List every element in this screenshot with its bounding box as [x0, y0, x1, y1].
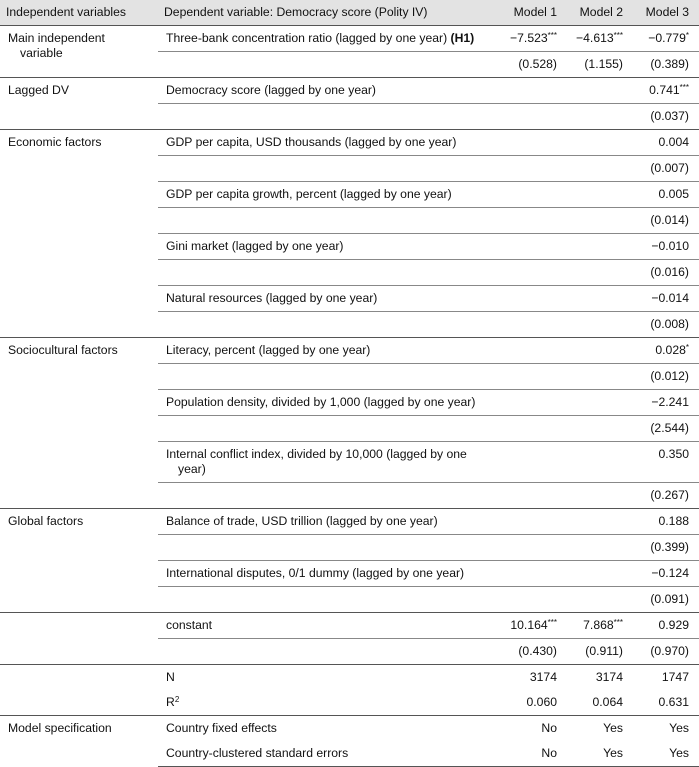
- var-label: Literacy, percent (lagged by one year): [158, 338, 497, 364]
- se-cell: (0.389): [633, 52, 699, 78]
- se-cell: (0.430): [497, 639, 567, 665]
- coef-cell: −0.779*: [648, 31, 689, 45]
- spec-cell: Yes: [633, 741, 699, 767]
- var-label: Democracy score (lagged by one year): [158, 78, 497, 104]
- se-cell: (0.091): [633, 587, 699, 613]
- table-row: [0, 716, 699, 742]
- hypothesis-tag: (H1): [450, 31, 475, 45]
- coef-cell: −0.014: [633, 286, 699, 312]
- stat-cell: 0.631: [658, 695, 689, 709]
- se-cell: (0.014): [633, 208, 699, 234]
- se-cell: (0.008): [633, 312, 699, 338]
- coef-cell: −2.241: [633, 390, 699, 416]
- var-label: Natural resources (lagged by one year): [158, 286, 497, 312]
- se-cell: (0.528): [497, 52, 567, 78]
- coef-cell: 7.868***: [567, 613, 633, 639]
- var-label: Population density, divided by 1,000 (lagged by one year): [158, 390, 497, 416]
- var-label: GDP per capita growth, percent (lagged by one year): [158, 182, 497, 208]
- table-row: [0, 509, 699, 535]
- se-cell: (0.970): [633, 639, 699, 665]
- coef-cell: 0.028*: [633, 338, 699, 364]
- se-cell: (0.016): [633, 260, 699, 286]
- header-dependent: Dependent variable: Democracy score (Polity IV): [158, 0, 497, 26]
- var-label: $R^2$: [166, 695, 180, 709]
- coef-cell: −4.613***: [576, 31, 623, 45]
- coef-cell: 10.164***: [497, 613, 567, 639]
- var-label: GDP per capita, USD thousands (lagged by one year): [158, 130, 497, 156]
- se-cell: (0.267): [633, 483, 699, 509]
- var-label: Balance of trade, USD trillion (lagged by one year): [158, 509, 497, 535]
- spec-cell: Yes: [633, 716, 699, 742]
- var-label: Internal conflict index, divided by 10,000 (lagged by one year): [158, 442, 497, 483]
- var-label: International disputes, 0/1 dummy (lagged by one year): [158, 561, 497, 587]
- coef-cell: 0.188: [633, 509, 699, 535]
- var-label: constant: [158, 613, 497, 639]
- stat-cell: 3174: [497, 665, 567, 691]
- se-cell: (1.155): [567, 52, 633, 78]
- var-label: Three-bank concentration ratio (lagged by one year) (H1): [166, 31, 475, 45]
- header-model-3: Model 3: [633, 0, 699, 26]
- var-label: N: [158, 665, 497, 691]
- group-label-main: Main independent variable: [8, 31, 105, 60]
- table-row: [0, 665, 699, 691]
- coef-cell: −7.523***: [510, 31, 557, 45]
- spec-cell: Yes: [567, 716, 633, 742]
- se-cell: (0.007): [633, 156, 699, 182]
- coef-cell: −0.010: [633, 234, 699, 260]
- var-label: Gini market (lagged by one year): [158, 234, 497, 260]
- header-independent: Independent variables: [0, 0, 158, 26]
- spec-cell: Yes: [567, 741, 633, 767]
- se-cell: (0.911): [567, 639, 633, 665]
- table-row: [0, 130, 699, 156]
- header-model-1: Model 1: [497, 0, 567, 26]
- group-label-global: Global factors: [0, 509, 158, 613]
- group-label-economic: Economic factors: [0, 130, 158, 338]
- coef-cell: 0.929: [633, 613, 699, 639]
- group-label-spec: Model specification: [0, 716, 158, 767]
- spec-cell: No: [497, 741, 567, 767]
- table-row: [0, 26, 699, 52]
- var-label: Country fixed effects: [158, 716, 497, 742]
- header-model-2: Model 2: [567, 0, 633, 26]
- stat-cell: 3174: [567, 665, 633, 691]
- table-row: [0, 613, 699, 639]
- se-cell: (0.037): [633, 104, 699, 130]
- coef-cell: 0.741***: [633, 78, 699, 104]
- table-row: [0, 338, 699, 364]
- coef-cell: 0.350: [633, 442, 699, 483]
- group-label-socio: Sociocultural factors: [0, 338, 158, 509]
- coef-cell: −0.124: [633, 561, 699, 587]
- stat-cell: 0.064: [592, 695, 623, 709]
- se-cell: (0.399): [633, 535, 699, 561]
- table-row: [0, 78, 699, 104]
- stat-cell: 1747: [633, 665, 699, 691]
- coef-cell: 0.005: [633, 182, 699, 208]
- spec-cell: No: [497, 716, 567, 742]
- se-cell: (2.544): [633, 416, 699, 442]
- stat-cell: 0.060: [526, 695, 557, 709]
- coef-cell: 0.004: [633, 130, 699, 156]
- header-row: [0, 0, 699, 26]
- var-label: Country-clustered standard errors: [158, 741, 497, 767]
- group-label-lagged: Lagged DV: [0, 78, 158, 130]
- se-cell: (0.012): [633, 364, 699, 390]
